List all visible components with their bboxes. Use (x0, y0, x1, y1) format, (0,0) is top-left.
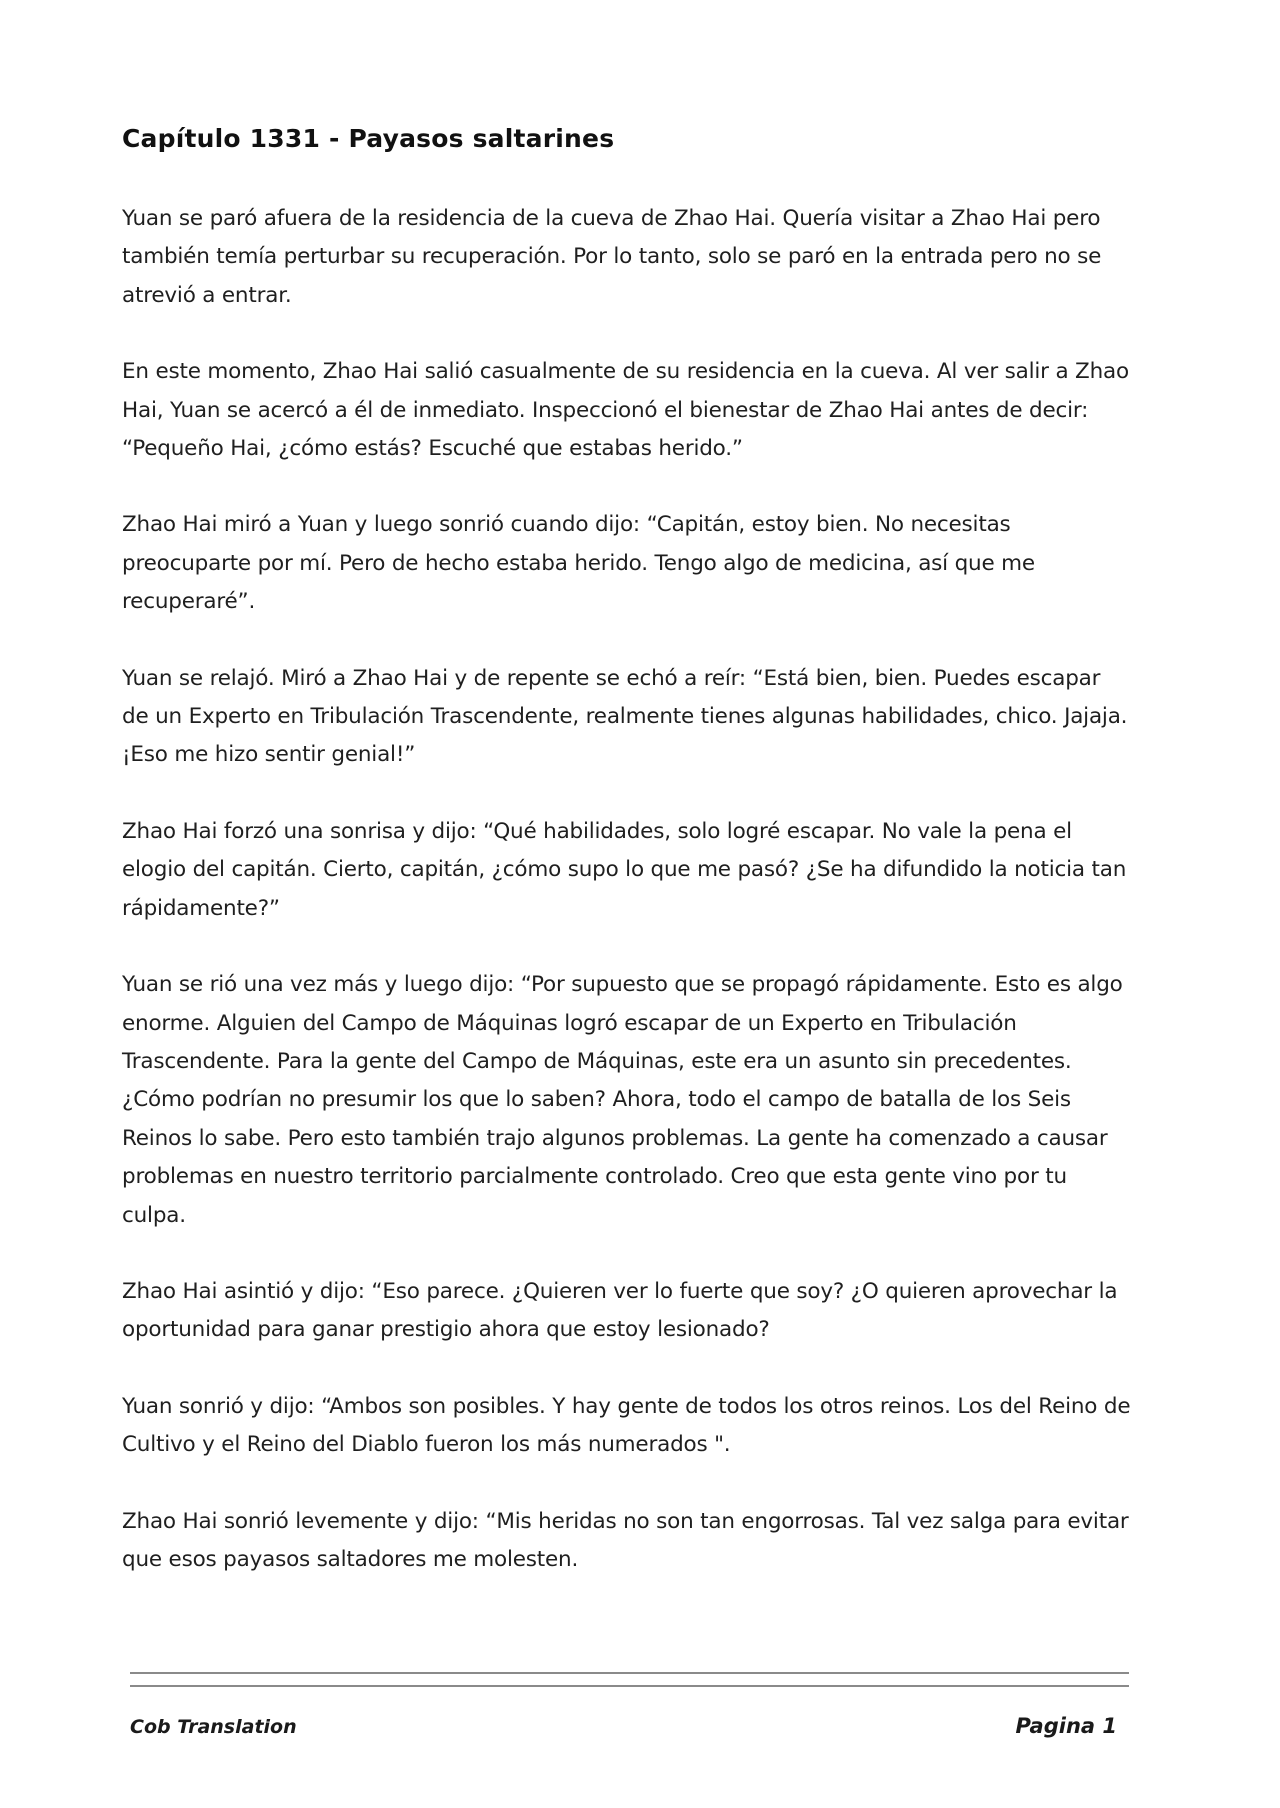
footer-divider-bottom (130, 1685, 1129, 1687)
paragraph: Zhao Hai asintió y dijo: “Eso parece. ¿Quieren ver lo fuerte que soy? ¿O quieren aprovechar la oportunidad para ganar prestigio ahora que estoy lesionado? (122, 1278, 1118, 1343)
paragraph: Yuan se rió una vez más y luego dijo: “Por supuesto que se propagó rápidamente. Esto es algo enorme. Alguien del Campo de Máquinas logró escapar de un Experto en Tribulación Trascendente. Para la gente del Campo de Máquinas, este era un asunto sin precedentes. ¿Cómo podrían no presumir los que lo saben? Ahora, todo el campo de batalla de los Seis Reinos lo sabe. Pero esto también trajo algunos problemas. La gente ha comenzado a causar problemas en nuestro territorio parcialmente controlado. Creo que esta gente vino por tu culpa. (122, 972, 1123, 1228)
paragraph: Yuan sonrió y dijo: “Ambos son posibles. Y hay gente de todos los otros reinos. Los del Reino de Cultivo y el Reino del Diablo fueron los más numerados ". (122, 1393, 1131, 1458)
footer-source: Cob Translation (130, 1716, 297, 1738)
paragraph: Yuan se relajó. Miró a Zhao Hai y de repente se echó a reír: “Está bien, bien. Puedes escapar de un Experto en Tribulación Trascendente, realmente tienes algunas habilidades, chico. Jajaja. ¡Eso me hizo sentir genial!” (122, 665, 1128, 768)
chapter-title: Capítulo 1331 - Payasos saltarines (122, 124, 615, 153)
chapter-body (122, 200, 1132, 1617)
footer-page-number: Pagina 1 (1015, 1714, 1117, 1738)
paragraph: Zhao Hai forzó una sonrisa y dijo: “Qué habilidades, solo logré escapar. No vale la pena el elogio del capitán. Cierto, capitán, ¿cómo supo lo que me pasó? ¿Se ha difundido la noticia tan rápidamente?” (122, 818, 1127, 921)
paragraph: Zhao Hai miró a Yuan y luego sonrió cuando dijo: “Capitán, estoy bien. No necesitas preocuparte por mí. Pero de hecho estaba herido. Tengo algo de medicina, así que me recuperaré”. (122, 512, 1035, 615)
paragraph: En este momento, Zhao Hai salió casualmente de su residencia en la cueva. Al ver salir a Zhao Hai, Yuan se acercó a él de inmediato. Inspeccionó el bienestar de Zhao Hai antes de decir: “Pequeño Hai, ¿cómo estás? Escuché que estabas herido.” (122, 359, 1129, 462)
footer-divider-top (130, 1672, 1129, 1674)
paragraph: Zhao Hai sonrió levemente y dijo: “Mis heridas no son tan engorrosas. Tal vez salga para evitar que esos payasos saltadores me molesten. (122, 1508, 1129, 1572)
paragraph: Yuan se paró afuera de la residencia de la cueva de Zhao Hai. Quería visitar a Zhao Hai pero también temía perturbar su recuperación. Por lo tanto, solo se paró en la entrada pero no se atrevió a entrar. (122, 206, 1102, 308)
